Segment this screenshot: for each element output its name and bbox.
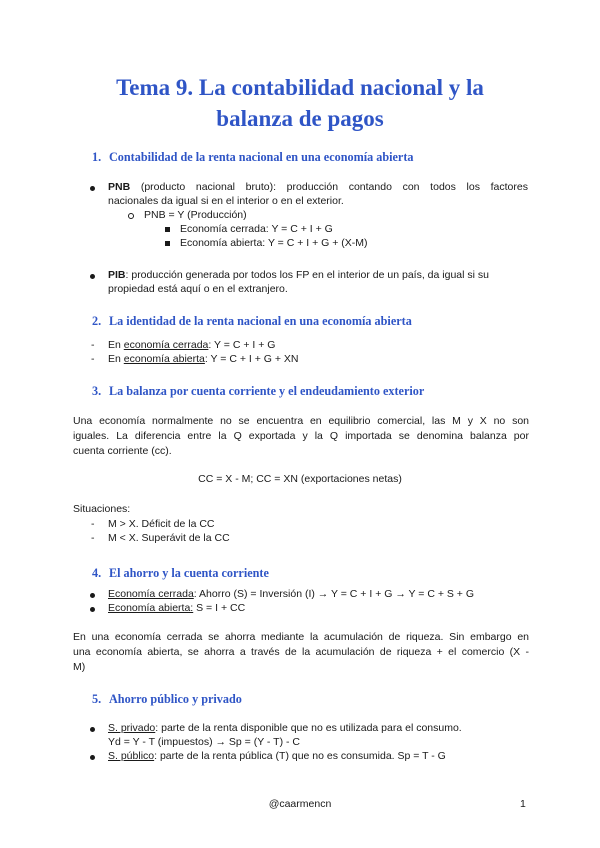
footer-handle: @caarmencn: [268, 798, 332, 810]
underlined-term: S. público: [108, 750, 155, 762]
section-title: Ahorro público y privado: [109, 692, 242, 706]
bullet-square-icon: [165, 227, 170, 232]
section-title: Contabilidad de la renta nacional en una economía abierta: [109, 150, 414, 164]
bullet-dot-icon: [90, 274, 95, 279]
underlined-term: economía abierta: [123, 353, 205, 365]
text: : Y = C + I + G + XN: [204, 353, 299, 365]
section-1-heading: [92, 150, 414, 165]
dash-bullet: -: [91, 532, 95, 544]
para-line: M): [73, 660, 86, 673]
pib-desc-1: : producción generada por todos los FP en el interior de un país, da igual si su: [125, 269, 489, 281]
saving-closed: [108, 587, 474, 602]
open-economy-formula: Economía abierta: Y = C + I + G + (X-M): [180, 237, 368, 249]
pnb-term: PNB: [108, 181, 131, 193]
text: : parte de la renta disponible que no es utilizada para el consumo.: [155, 722, 462, 734]
dash-bullet: -: [91, 339, 95, 351]
text: : Y = C + I + G: [208, 339, 276, 351]
para-line: Una economía normalmente no se encuentra en equilibrio comercial, las M y X no son: [73, 415, 529, 427]
situation-deficit: M > X. Déficit de la CC: [108, 518, 215, 530]
situations-label: Situaciones:: [73, 503, 131, 515]
bullet-dot-icon: [90, 727, 95, 732]
closed-economy-formula: Economía cerrada: Y = C + I + G: [180, 223, 333, 235]
dash-bullet: -: [91, 518, 95, 530]
para-line: una economía abierta, se ahorra a través de la acumulación de riqueza + el comercio (X -: [73, 645, 529, 658]
text: : parte de la renta pública (T) que no es consumida. Sp = T - G: [154, 750, 446, 762]
section-title: La identidad de la renta nacional en una economía abierta: [109, 314, 412, 328]
situation-surplus: M < X. Superávit de la CC: [108, 532, 230, 544]
pib-line-2: propiedad está aquí o en el extranjero.: [108, 283, 288, 295]
identity-open: [108, 352, 298, 367]
text: En: [108, 339, 124, 351]
identity-closed: [108, 338, 275, 353]
bullet-square-icon: [165, 241, 170, 246]
section-number: 2.: [92, 314, 102, 328]
pnb-formula: PNB = Y (Producción): [144, 209, 247, 221]
section-number: 5.: [92, 692, 102, 706]
pnb-desc-1: (producto nacional bruto): producción contando con todos los factores: [130, 181, 528, 193]
section-number: 3.: [92, 384, 102, 398]
section-title: El ahorro y la cuenta corriente: [109, 566, 269, 580]
section-title: La balanza por cuenta corriente y el endeudamiento exterior: [109, 384, 425, 398]
pnb-line-1: [108, 180, 528, 195]
text: En: [108, 353, 124, 365]
underlined-term: S. privado: [108, 722, 156, 734]
page-title: [60, 72, 540, 134]
section-2-heading: [92, 314, 412, 329]
title-line-2: balanza de pagos: [216, 106, 384, 131]
dash-bullet: -: [91, 353, 95, 365]
underlined-term: Economía abierta:: [108, 602, 194, 614]
private-saving: [108, 721, 462, 736]
para-line: iguales. La diferencia entre la Q exportada y la Q importada se denomina balanza por: [73, 429, 529, 442]
text: S = I + CC: [193, 602, 246, 614]
bullet-dot-icon: [90, 607, 95, 612]
pnb-line-2: nacionales da igual si en el interior o en el exterior.: [108, 195, 344, 207]
section-4-paragraph: [73, 630, 529, 674]
section-4-heading: [92, 566, 269, 581]
para-line: cuenta corriente (cc).: [73, 444, 172, 457]
para-line: En una economía cerrada se ahorra mediante la acumulación de riqueza. Sin embargo en: [73, 631, 529, 643]
bullet-circle-icon: [128, 213, 134, 219]
pib-line-1: [108, 268, 489, 283]
bullet-dot-icon: [90, 593, 95, 598]
section-3-paragraph: [73, 414, 529, 458]
private-saving-formula: Yd = Y - T (impuestos) → Sp = (Y - T) - C: [108, 736, 300, 748]
cc-formula: CC = X - M; CC = XN (exportaciones netas): [198, 473, 402, 485]
bullet-dot-icon: [90, 186, 95, 191]
underlined-term: Economía cerrada: [108, 588, 194, 600]
section-3-heading: [92, 384, 424, 399]
pib-term: PIB: [108, 269, 126, 281]
bullet-dot-icon: [90, 755, 95, 760]
underlined-term: economía cerrada: [123, 339, 209, 351]
saving-open: [108, 601, 245, 616]
section-number: 1.: [92, 150, 102, 164]
section-number: 4.: [92, 566, 102, 580]
section-5-heading: [92, 692, 242, 707]
text: : Ahorro (S) = Inversión (I) → Y = C + I + G → Y = C + S + G: [193, 588, 475, 600]
page-number: 1: [520, 798, 526, 810]
public-saving: [108, 749, 446, 764]
title-line-1: Tema 9. La contabilidad nacional y la: [116, 75, 484, 100]
